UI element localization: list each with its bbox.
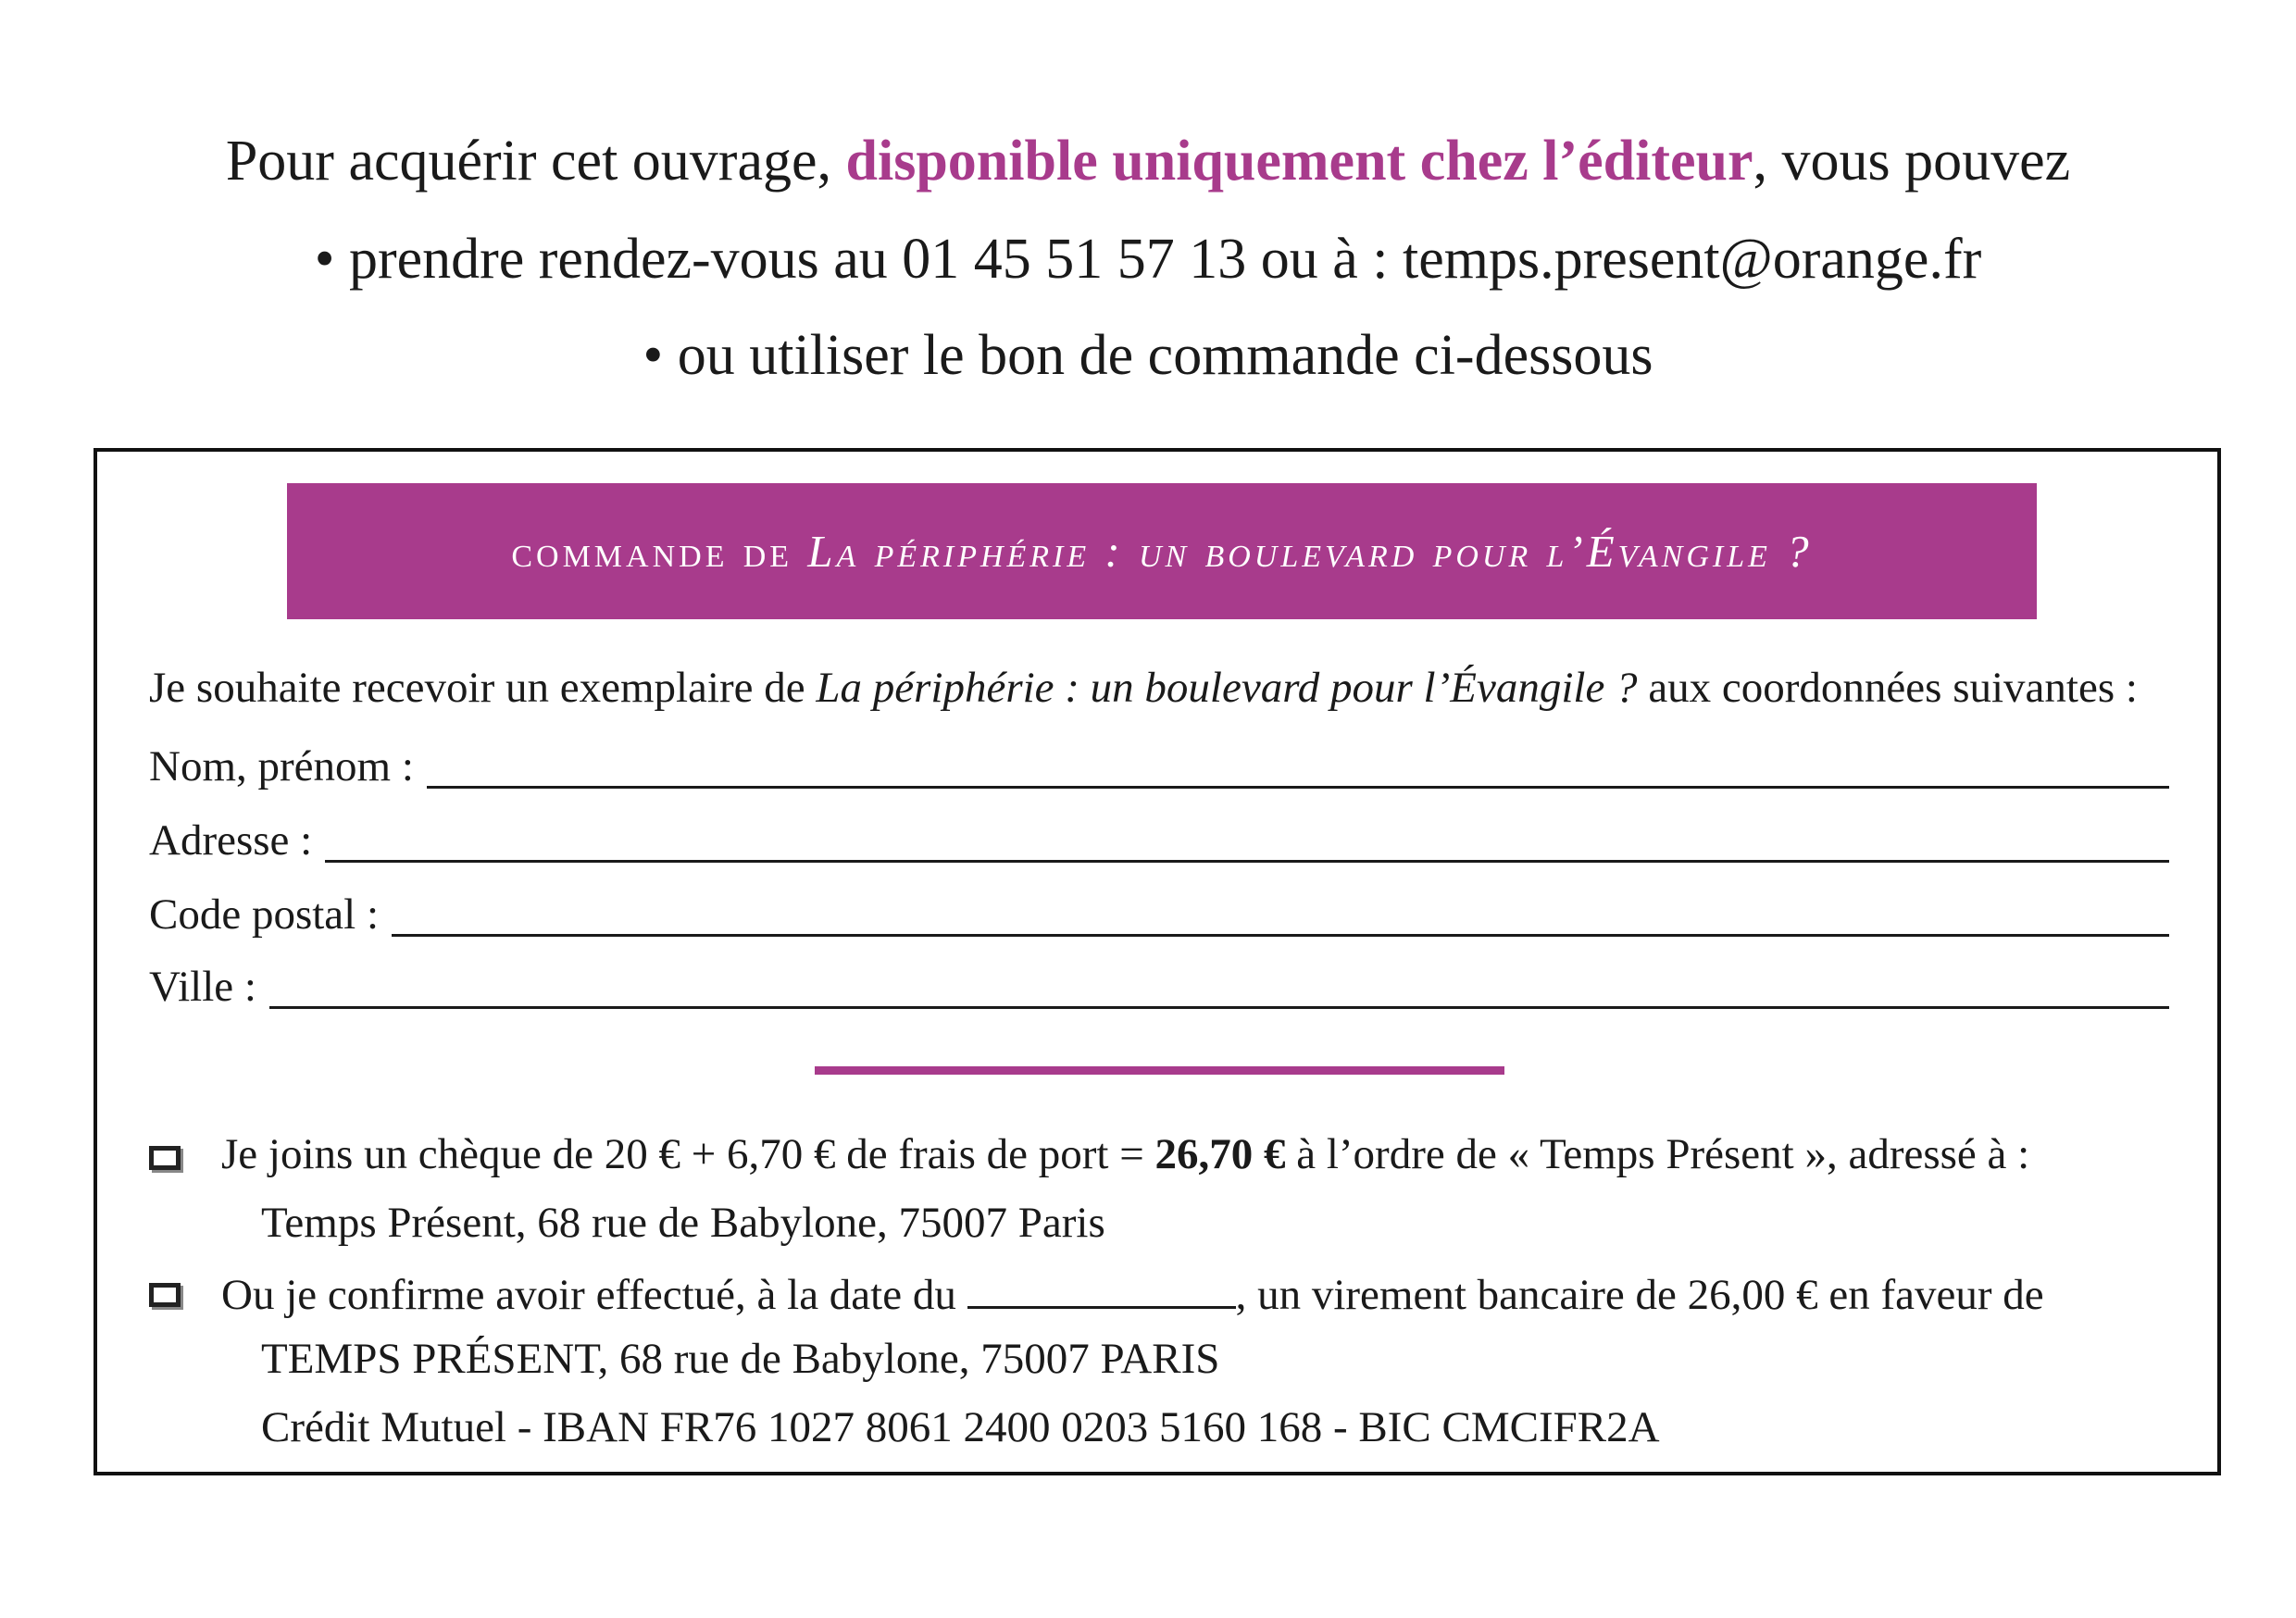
postal-code-field-label: Code postal : xyxy=(149,890,380,939)
order-form-banner xyxy=(287,483,2037,619)
cheque-address: Temps Présent, 68 rue de Babylone, 75007 Paris xyxy=(261,1199,1105,1247)
request-before: Je souhaite recevoir un exemplaire de xyxy=(149,664,817,712)
city-field-label: Ville : xyxy=(149,963,256,1011)
cheque-checkbox[interactable] xyxy=(149,1146,181,1170)
name-field-label: Nom, prénom : xyxy=(149,742,414,790)
request-sentence xyxy=(149,666,2138,710)
transfer-recipient: TEMPS PRÉSENT, 68 rue de Babylone, 75007 PARIS xyxy=(261,1335,1220,1383)
transfer-option-text xyxy=(221,1269,2044,1317)
address-field-label: Adresse : xyxy=(149,816,313,865)
transfer-text-before: Ou je confirme avoir effectué, à la date du xyxy=(221,1271,967,1319)
name-field[interactable] xyxy=(427,786,2169,789)
banner-prefix: commande de xyxy=(511,526,808,577)
request-book-title: La périphérie : un boulevard pour l’Évangile ? xyxy=(816,664,1638,712)
cheque-text-after: à l’ordre de « Temps Présent », adressé à : xyxy=(1285,1130,2030,1178)
cheque-option-text xyxy=(221,1130,2030,1178)
name-field-row xyxy=(149,739,2169,794)
intro-accent-text: disponible uniquement chez l’éditeur xyxy=(845,130,1753,193)
intro-line-order-form: • ou utiliser le bon de commande ci-dessous xyxy=(643,324,1653,387)
address-field[interactable] xyxy=(325,860,2169,863)
intro-text-after: , vous pouvez xyxy=(1753,130,2071,193)
transfer-bank-details: Crédit Mutuel - IBAN FR76 1027 8061 2400 0203 5160 168 - BIC CMCIFR2A xyxy=(261,1403,1660,1451)
intro-text-before: Pour acquérir cet ouvrage, xyxy=(225,130,846,193)
postal-code-field-row xyxy=(149,887,2169,942)
postal-code-field[interactable] xyxy=(392,934,2169,937)
city-field-row xyxy=(149,959,2169,1014)
intro-line-contact: • prendre rendez-vous au 01 45 51 57 13 ou à : temps.present@orange.fr xyxy=(314,228,1982,291)
banner-book-title: La périphérie : un boulevard pour l’Évangile ? xyxy=(807,526,1813,577)
cheque-text-before: Je joins un chèque de 20 € + 6,70 € de frais de port = xyxy=(221,1130,1155,1178)
transfer-date-field[interactable] xyxy=(967,1269,1236,1309)
address-field-row xyxy=(149,813,2169,868)
intro-line-1 xyxy=(0,130,2296,193)
cheque-total: 26,70 € xyxy=(1154,1130,1286,1178)
order-form xyxy=(94,448,2221,1475)
transfer-text-after: , un virement bancaire de 26,00 € en faveur de xyxy=(1235,1271,2044,1319)
transfer-checkbox[interactable] xyxy=(149,1283,181,1307)
city-field[interactable] xyxy=(269,1006,2169,1009)
section-divider xyxy=(815,1066,1504,1075)
request-after: aux coordonnées suivantes : xyxy=(1637,664,2138,712)
